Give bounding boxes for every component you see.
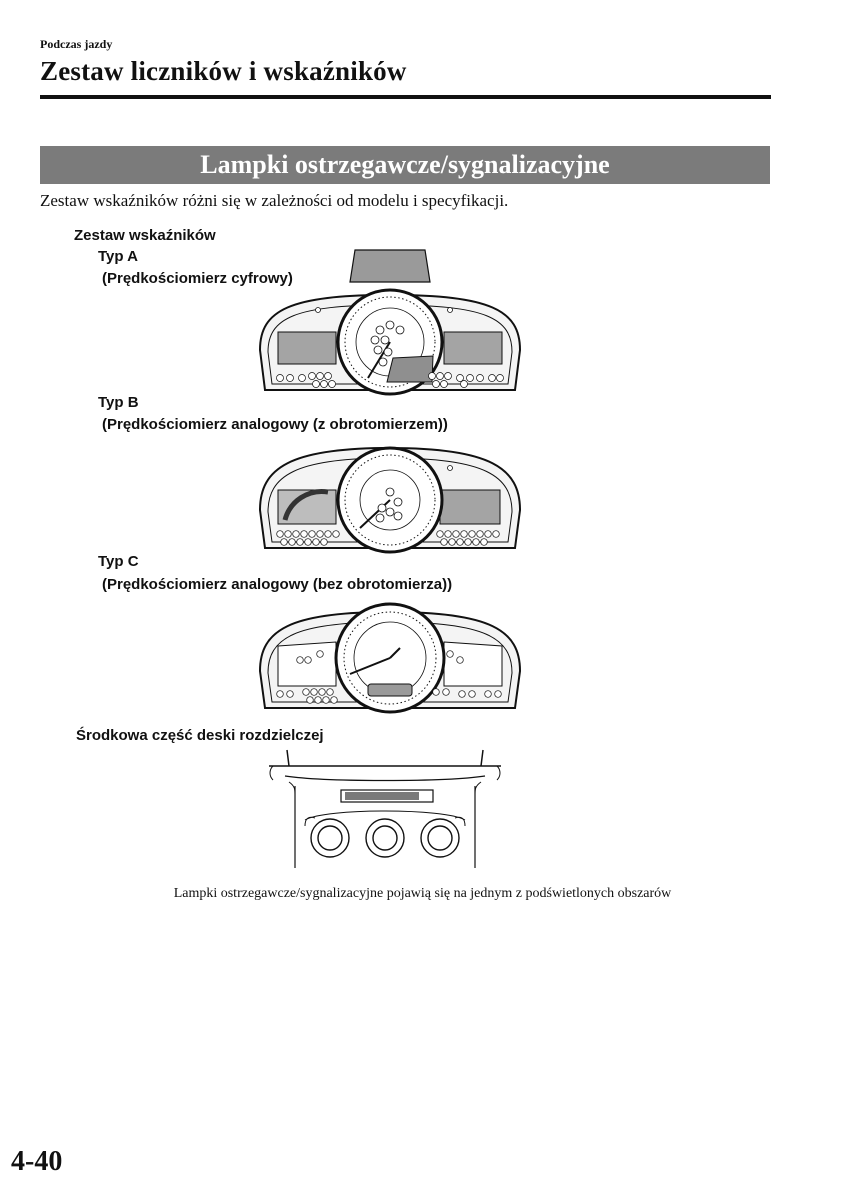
type-b-cluster-illustration (250, 440, 530, 555)
figure-caption: Lampki ostrzegawcze/sygnalizacyjne pojawią się na jednym z podświetlonych obszarów (173, 886, 672, 901)
page-number: 4-40 (11, 1146, 63, 1177)
type-a-cluster-illustration (250, 240, 530, 400)
intro-text: Zestaw wskaźników różni się w zależności od modelu i specyfikacji. (40, 191, 509, 210)
type-c-label: Typ C (98, 553, 139, 570)
type-c-cluster-illustration (250, 596, 530, 716)
center-dash-illustration (265, 746, 505, 868)
page-title: Zestaw liczników i wskaźników (40, 56, 407, 86)
type-a-desc: (Prędkościomierz cyfrowy) (102, 270, 293, 287)
running-head: Podczas jazdy (40, 37, 113, 51)
section-banner: Lampki ostrzegawcze/sygnalizacyjne (40, 146, 770, 184)
title-rule (40, 95, 771, 99)
center-dash-label: Środkowa część deski rozdzielczej (76, 727, 324, 744)
type-c-desc: (Prędkościomierz analogowy (bez obrotomierza)) (102, 576, 453, 593)
type-a-label: Typ A (98, 248, 138, 265)
type-b-desc: (Prędkościomierz analogowy (z obrotomierzem)) (102, 416, 448, 433)
cluster-heading: Zestaw wskaźników (74, 227, 216, 244)
type-b-label: Typ B (98, 394, 139, 411)
